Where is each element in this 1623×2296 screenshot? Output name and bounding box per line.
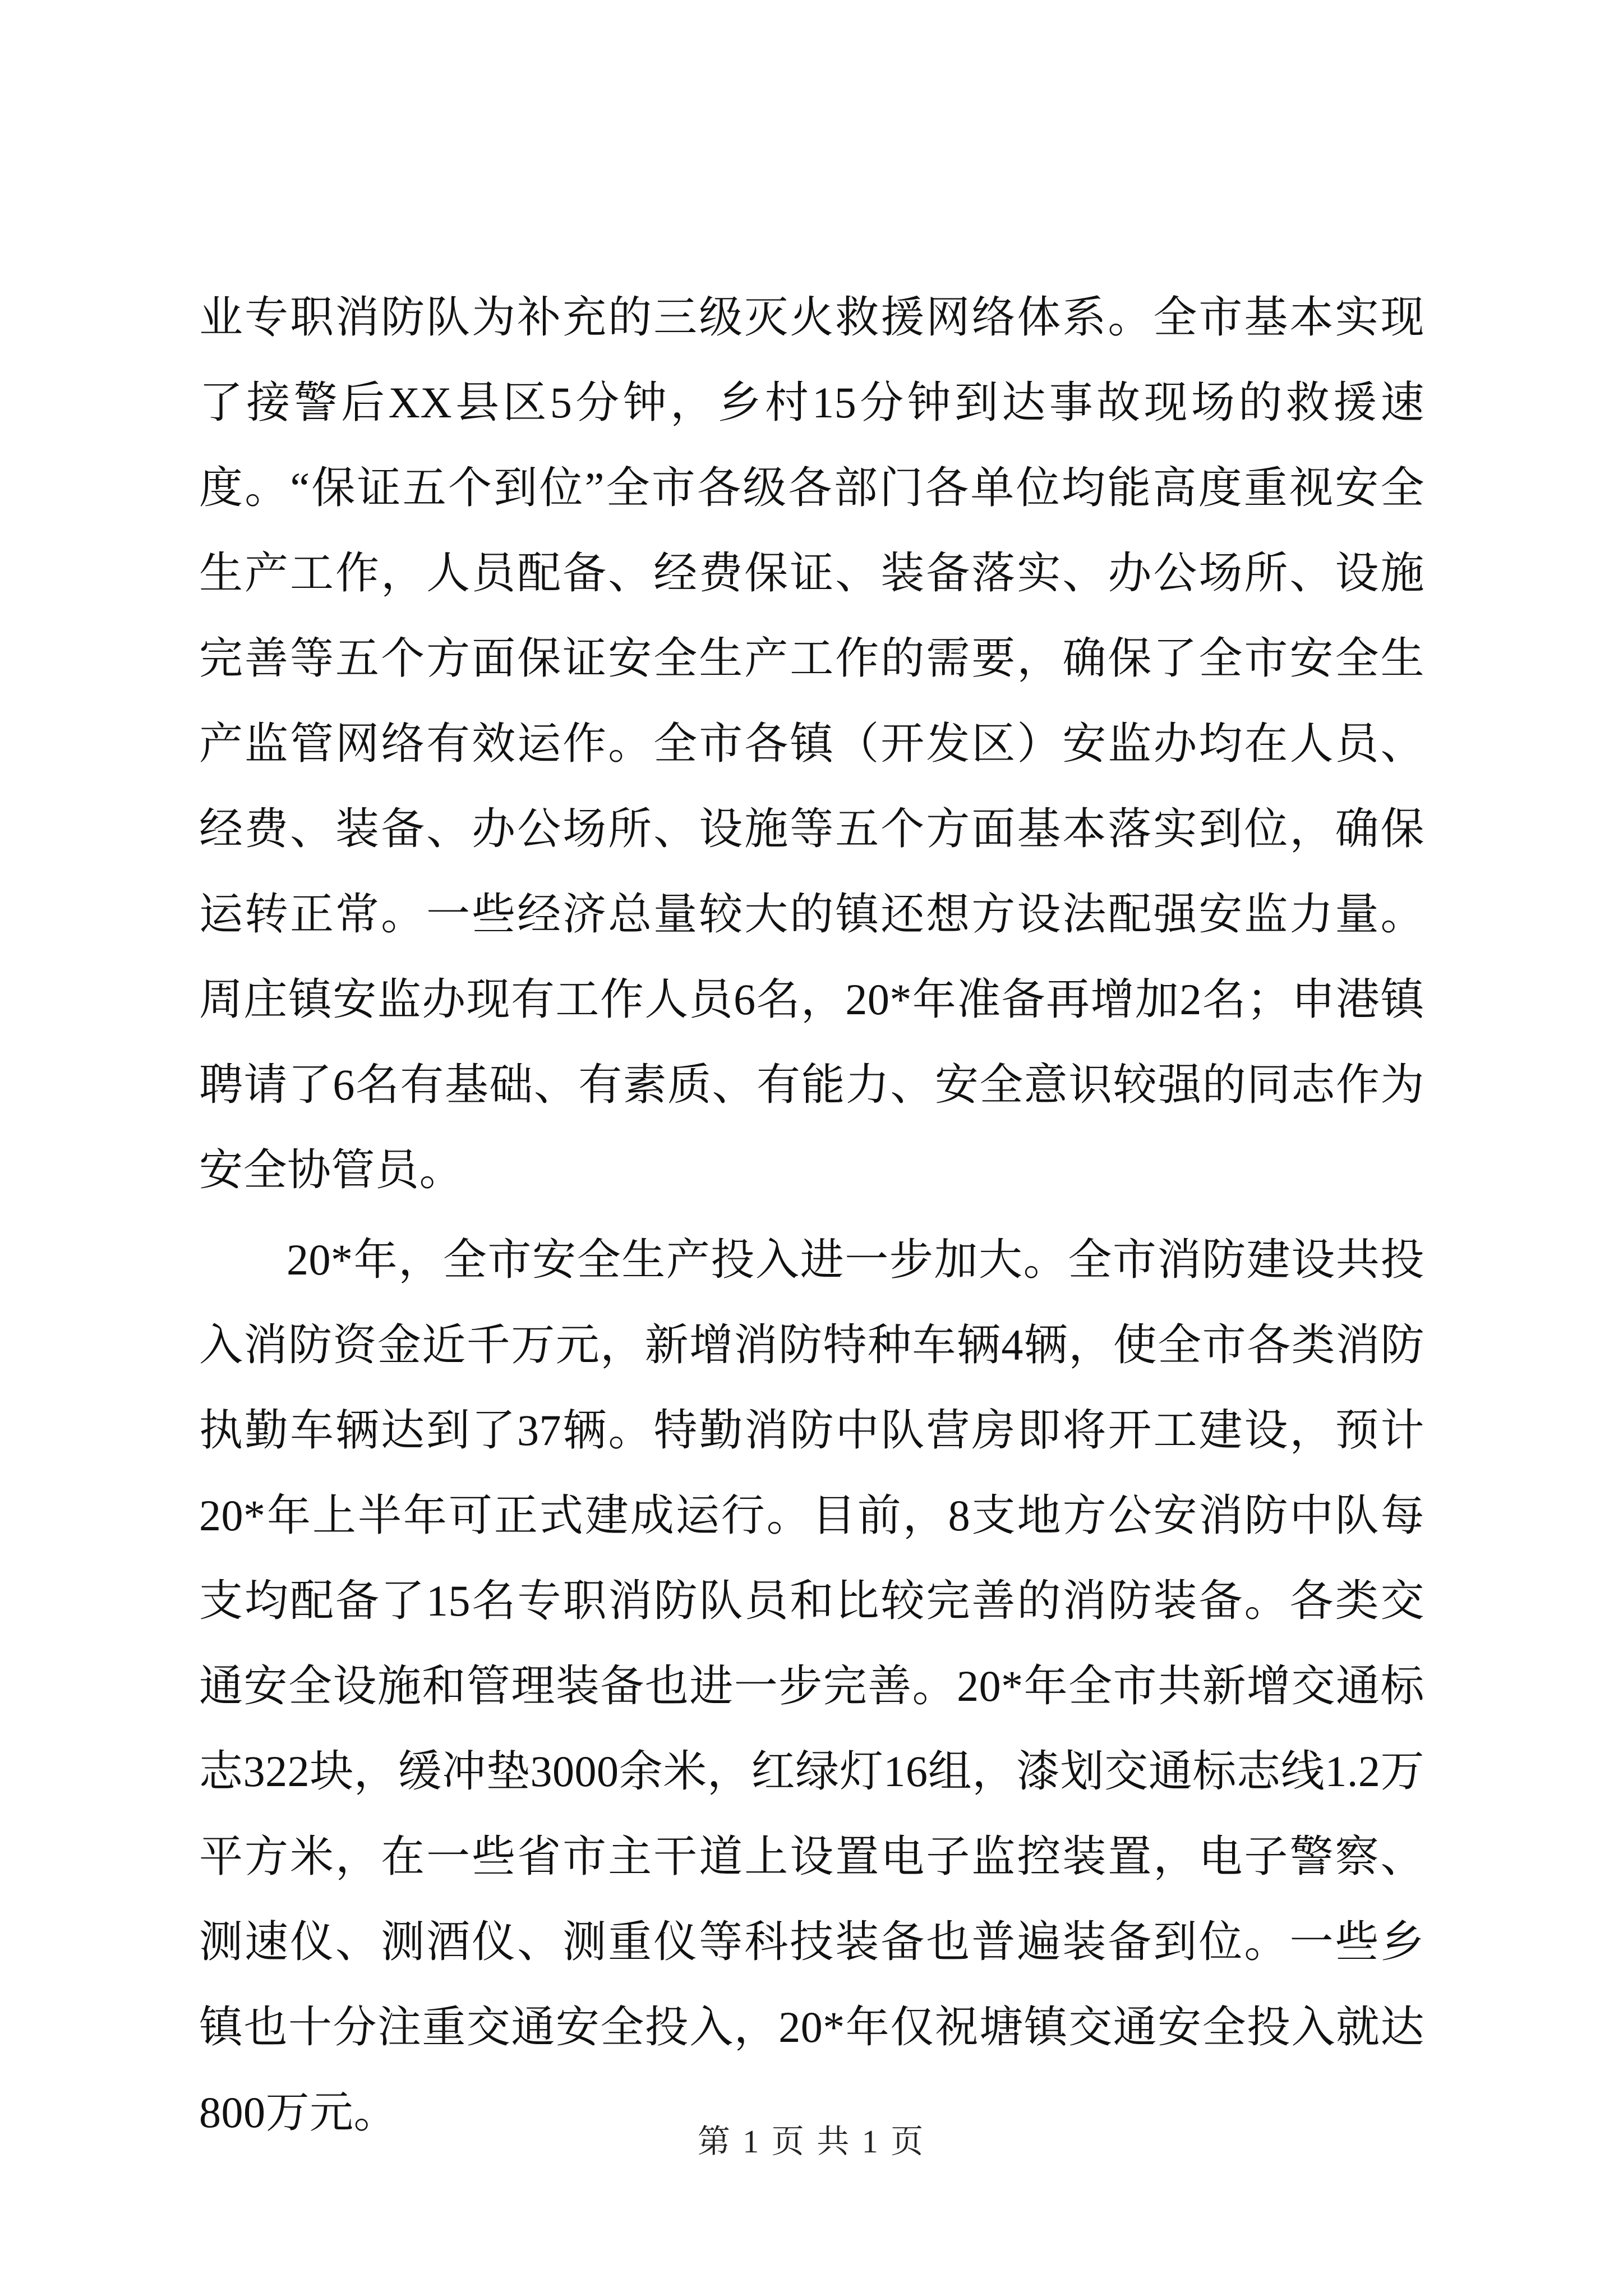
paragraph-2: 20*年，全市安全生产投入进一步加大。全市消防建设共投入消防资金近千万元，新增消防特种车辆4辆，使全市各类消防执勤车辆达到了37辆。特勤消防中队营房即将开工建设，预计20*年上半年可正式建成运行。目前，8支地方公安消防中队每支均配备了15名专职消防队员和比较完善的消防装备。各类交通安全设施和管理装备也进一步完善。20*年全市共新增交通标志322块，缓冲垫3000余米，红绿灯16组，漆划交通标志线1.2万平方米，在一些省市主干道上设置电子监控装置，电子警察、测速仪、测酒仪、测重仪等科技装备也普遍装备到位。一些乡镇也十分注重交通安全投入，20*年仅祝塘镇交通安全投入就达800万元。 — [199, 1235, 1424, 2137]
page-footer: 第 1 页 共 1 页 — [697, 2123, 926, 2160]
paragraph-1: 业专职消防队为补充的三级灭火救援网络体系。全市基本实现了接警后XX县区5分钟，乡村15分钟到达事故现场的救援速度。“保证五个到位”全市各级各部门各单位均能高度重视安全生产工作，人员配备、经费保证、装备落实、办公场所、设施完善等五个方面保证安全生产工作的需要，确保了全市安全生产监管网络有效运作。全市各镇（开发区）安监办均在人员、经费、装备、办公场所、设施等五个方面基本落实到位，确保运转正常。一些经济总量较大的镇还想方设法配强安监力量。周庄镇安监办现有工作人员6名，20*年准备再增加2名；申港镇聘请了6名有基础、有素质、有能力、安全意识较强的同志作为安全协管员。 — [199, 293, 1424, 1194]
document-body — [199, 275, 1424, 2155]
